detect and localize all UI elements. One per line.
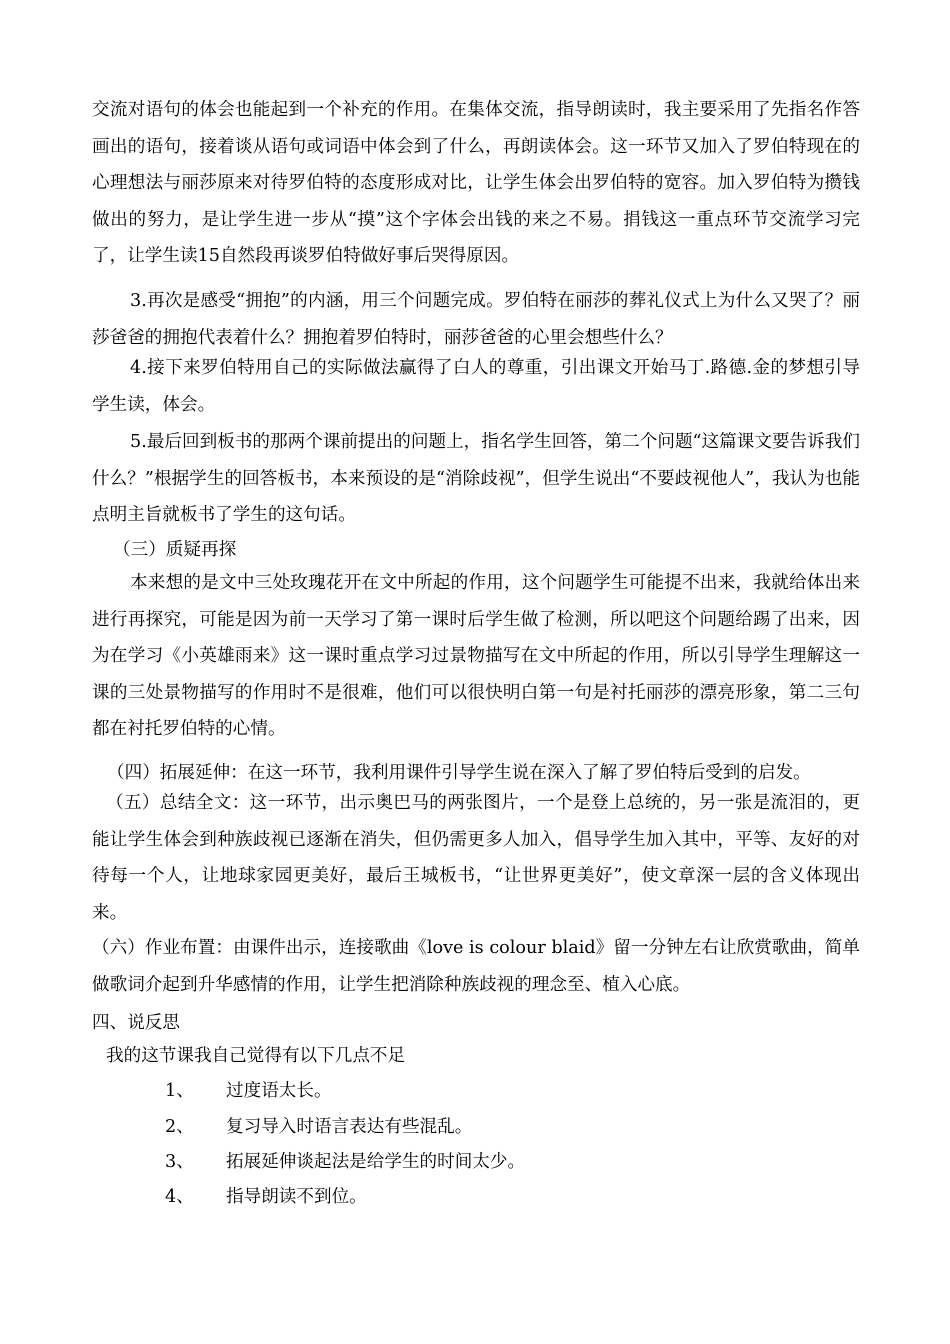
list-item <box>165 1112 472 1142</box>
list-text: 指导朗读不到位。 <box>226 1187 367 1207</box>
list-number: 2、 <box>165 1117 194 1137</box>
paragraph-point-5: 5.最后回到板书的那两个课前提出的问题上，指名学生回答，第二个问题“这篇课文要告诉我们什么？”根据学生的回答板书，本来预设的是“消除歧视”，但学生说出“不要歧视他人”，我认为也能点明主旨就板书了学生的这句话。 <box>92 432 860 526</box>
section-heading-3: （三）质疑再探 <box>113 540 237 560</box>
list-item <box>165 1182 367 1212</box>
section-heading-reflection: 四、说反思 <box>92 1013 180 1033</box>
list-item <box>165 1147 525 1177</box>
paragraph-point-3: 3.再次是感受“拥抱”的内涵，用三个问题完成。罗伯特在丽莎的葬礼仪式上为什么又哭了？丽莎爸爸的拥抱代表着什么？拥抱着罗伯特时，丽莎爸爸的心里会想些什么？ <box>92 291 860 348</box>
list-number: 3、 <box>165 1152 194 1172</box>
list-number: 1、 <box>165 1081 194 1101</box>
list-text: 拓展延伸谈起法是给学生的时间太少。 <box>226 1152 526 1172</box>
reflection-intro: 我的这节课我自己觉得有以下几点不足 <box>106 1046 406 1066</box>
list-item <box>165 1076 332 1106</box>
list-number: 4、 <box>165 1187 194 1207</box>
section-heading-4: （四）拓展延伸：在这一环节，我利用课件引导学生说在深入了解了罗伯特后受到的启发。 <box>107 763 811 783</box>
list-text: 过度语太长。 <box>226 1081 332 1101</box>
paragraph-rose-discussion: 本来想的是文中三处玫瑰花开在文中所起的作用，这个问题学生可能提不出来，我就给体出来进行再探究，可能是因为前一天学习了第一课时后学生做了检测，所以吧这个问题给踢了出来，因为在学习《小英雄雨来》这一课时重点学习过景物描写在文中所起的作用，所以引导学生理解这一课的三处景物描写的作用时不是很难，他们可以很快明白第一句是衬托丽莎的漂亮形象，第二三句都在衬托罗伯特的心情。 <box>92 573 860 740</box>
list-text: 复习导入时语言表达有些混乱。 <box>226 1117 473 1137</box>
paragraph-exchange: 交流对语句的体会也能起到一个补充的作用。在集体交流，指导朗读时，我主要采用了先指名作答画出的语句，接着谈从语句或词语中体会到了什么，再朗读体会。这一环节又加入了罗伯特现在的心理想法与丽莎原来对待罗伯特的态度形成对比，让学生体会出罗伯特的宽容。加入罗伯特为攒钱做出的努力，是让学生进一步从“摸”这个字体会出钱的来之不易。捐钱这一重点环节交流学习完了，让学生读15自然段再谈罗伯特做好事后哭得原因。 <box>92 100 860 267</box>
paragraph-point-4: 4.接下来罗伯特用自己的实际做法赢得了白人的尊重，引出课文开始马丁.路德.金的梦想引导学生读，体会。 <box>92 358 860 415</box>
paragraph-homework: （六）作业布置：由课件出示，连接歌曲《love is colour blaid》留一分钟左右让欣赏歌曲，简单做歌词介起到升华感情的作用，让学生把消除种族歧视的理念至、植入心底。 <box>92 938 860 995</box>
paragraph-summary: （五）总结全文：这一环节，出示奥巴马的两张图片，一个是登上总统的，另一张是流泪的，更能让学生体会到种族歧视已逐渐在消失，但仍需更多人加入，倡导学生加入其中，平等、友好的对待每一个人，让地球家园更美好，最后王城板书，“让世界更美好”，使文章深一层的含义体现出来。 <box>92 793 860 923</box>
